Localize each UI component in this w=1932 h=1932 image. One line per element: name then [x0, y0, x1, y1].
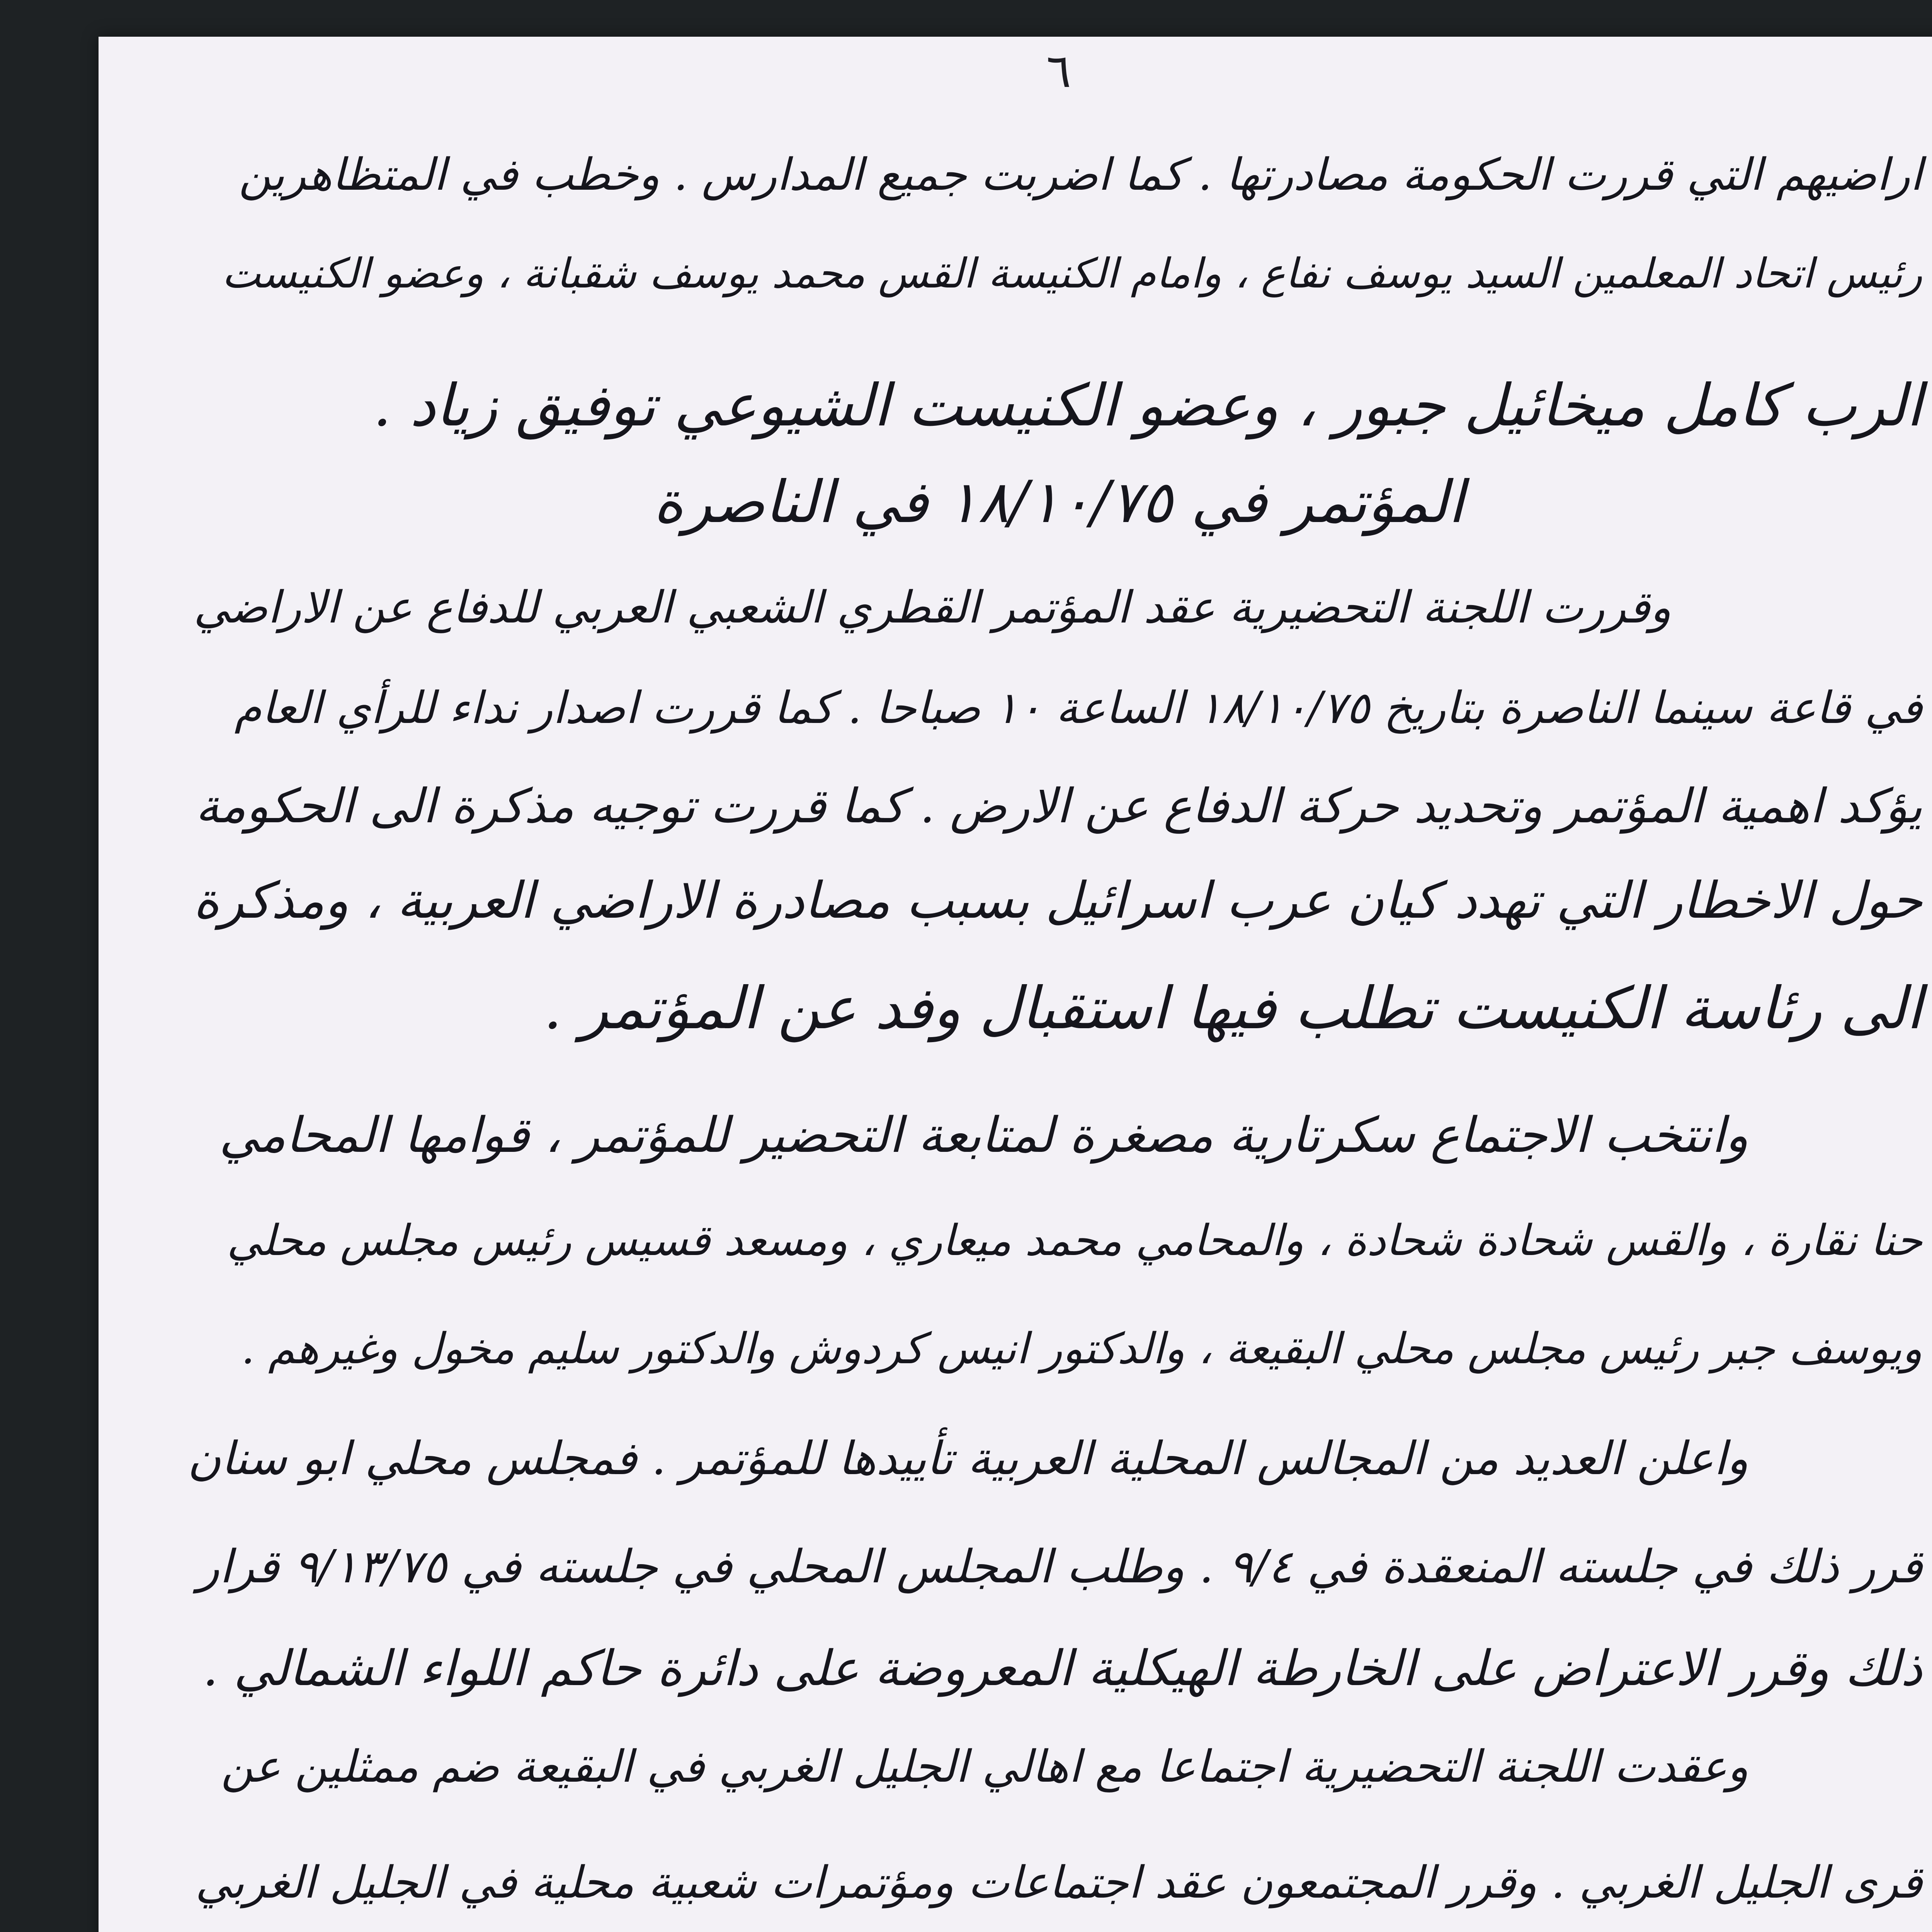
text-line: في قاعة سينما الناصرة بتاريخ ١٨/١٠/٧٥ الساعة ١٠ صباحا . كما قررت اصدار نداء للرأي العام [234, 682, 1922, 733]
text-line: واعلن العديد من المجالس المحلية العربية تأييدها للمؤتمر . فمجلس محلي ابو سنان [187, 1432, 1748, 1485]
text-line: وقررت اللجنة التحضيرية عقد المؤتمر القطري الشعبي العربي للدفاع عن الاراضي [193, 582, 1671, 633]
text-line: ويوسف جبر رئيس مجلس محلي البقيعة ، والدكتور انيس كردوش والدكتور سليم مخول وغيرهم . [241, 1324, 1922, 1373]
text-line: الى رئاسة الكنيست تطلب فيها استقبال وفد عن المؤتمر . [543, 975, 1922, 1042]
text-line: قرى الجليل الغربي . وقرر المجتمعون عقد اجتماعات ومؤتمرات شعبية محلية في الجليل الغربي [195, 1857, 1922, 1908]
text-line: ذلك وقرر الاعتراض على الخارطة الهيكلية المعروضة على دائرة حاكم اللواء الشمالي . [202, 1640, 1922, 1697]
handwritten-page [99, 37, 1932, 1932]
text-line: رئيس اتحاد المعلمين السيد يوسف نفاع ، وامام الكنيسة القس محمد يوسف شقبانة ، وعضو الكنيست [222, 250, 1922, 297]
page-number: ٦ [1046, 44, 1071, 98]
text-line: وانتخب الاجتماع سكرتارية مصغرة لمتابعة التحضير للمؤتمر ، قوامها المحامي [219, 1107, 1748, 1163]
text-line: يؤكد اهمية المؤتمر وتحديد حركة الدفاع عن الارض . كما قررت توجيه مذكرة الى الحكومة [195, 779, 1922, 833]
section-heading: المؤتمر في ١٨/١٠/٧٥ في الناصرة [653, 469, 1464, 536]
text-line: اراضيهم التي قررت الحكومة مصادرتها . كما اضربت جميع المدارس . وخطب في المتظاهرين [238, 149, 1922, 200]
text-line: وعقدت اللجنة التحضيرية اجتماعا مع اهالي الجليل الغربي في البقيعة ضم ممثلين عن [221, 1741, 1748, 1792]
text-line: الرب كامل ميخائيل جبور ، وعضو الكنيست الشيوعي توفيق زياد . [373, 372, 1922, 439]
text-line: حول الاخطار التي تهدد كيان عرب اسرائيل بسبب مصادرة الاراضي العربية ، ومذكرة [193, 871, 1922, 930]
text-line: حنا نقارة ، والقس شحادة شحادة ، والمحامي محمد ميعاري ، ومسعد قسيس رئيس مجلس محلي [227, 1216, 1922, 1265]
text-line: قرر ذلك في جلسته المنعقدة في ٩/٤ . وطلب المجلس المحلي في جلسته في ٩/١٣/٧٥ قرار [197, 1540, 1922, 1593]
